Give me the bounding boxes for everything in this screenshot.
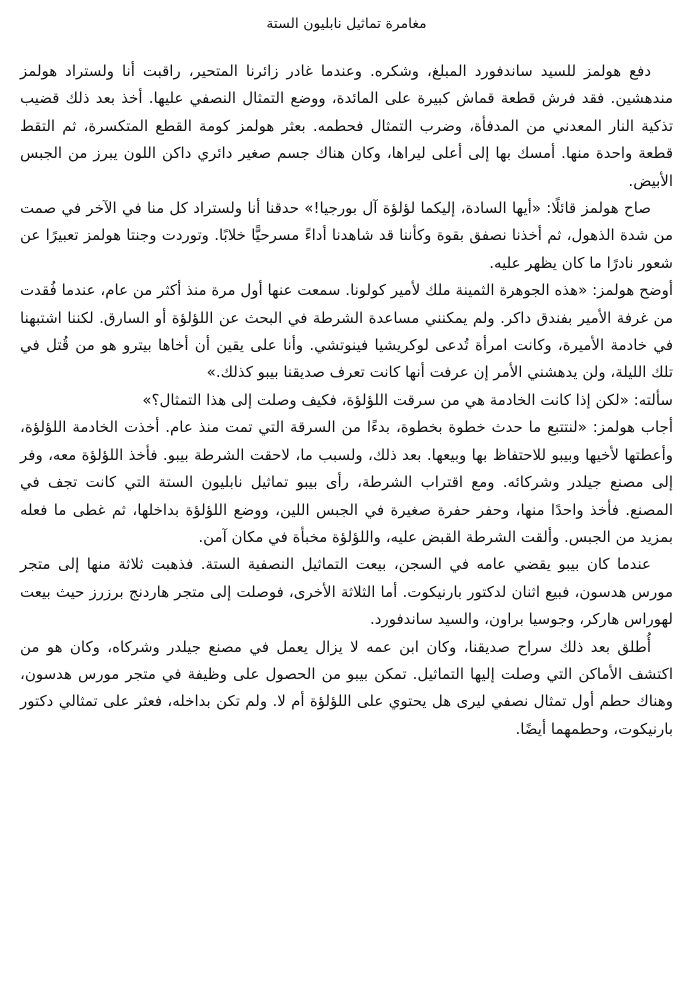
body-text bbox=[20, 58, 673, 743]
paragraph-1: دفع هولمز للسيد ساندفورد المبلغ، وشكره. وعندما غادر زائرنا المتحير، راقبت أنا ولستراد هولمز مندهشين. فقد فرش قطعة قماش كبيرة على المائدة، ووضع التمثال النصفي عليها. أخذ بعد ذلك قضيب تذكية النار المعدني من المدفأة، وضرب التمثال فحطمه. بعثر هولمز كومة القطع المتكسرة، ثم التقط قطعة واحدة منها. أمسك بها إلى أعلى ليراها، وكان هناك جسم صغير دائري داكن اللون يبرز من الجبس الأبيض. bbox=[20, 62, 673, 190]
paragraph-6: عندما كان بيبو يقضي عامه في السجن، بيعت التماثيل النصفية الستة. فذهبت ثلاثة منها إلى متجر مورس هدسون، فبيع اثنان لدكتور بارنيكوت. أما الثلاثة الأخرى، فوصلت إلى متجر هاردنج برزرز حيث بيعت لهوراس هاركر، وجوسيا براون، والسيد ساندفورد. bbox=[20, 555, 673, 629]
running-header: مغامرة تماثيل نابليون الستة bbox=[266, 16, 427, 32]
paragraph-3: أوضح هولمز: «هذه الجوهرة الثمينة ملك لأمير كولونا. سمعت عنها أول مرة منذ أكثر من عام، عندما فُقدت من غرفة الأمير بفندق داكر. ولم يمكنني مساعدة الشرطة في البحث عن اللؤلؤة أو السارق. لكننا اشتبهنا في خادمة الأميرة، وكانت امرأة تُدعى لوكريشيا فينوتشي. وأنا على يقين أن أخاها بيترو هو من قُتل في تلك الليلة، ولن يدهشني الأمر إن عرفت أنها كانت تعرف صديقنا بيبو كذلك.» bbox=[20, 281, 673, 382]
paragraph-5: أجاب هولمز: «لنتتبع ما حدث خطوة بخطوة، بدءًا من السرقة التي تمت منذ عام. أخذت الخادمة اللؤلؤة، وأعطتها لأخيها وبيبو للاحتفاظ بها وبيعها. بعد ذلك، ولسبب ما، لاحقت الشرطة بيبو. فأخذ اللؤلؤة معه، وفر إلى مصنع جيلدر وشركائه. ومع اقتراب الشرطة، رأى بيبو تماثيل نابليون الستة التي كانت تجف في المصنع. فأخذ واحدًا منها، وحفر حفرة صغيرة في الجبس اللين، ووضع اللؤلؤة بداخلها، ثم غطى ما فعله بمزيد من الجبس. وألقت الشرطة القبض عليه، واللؤلؤة مخبأة في مكان آمن. bbox=[20, 418, 673, 546]
paragraph-2: صاح هولمز قائلًا: «أيها السادة، إليكما لؤلؤة آل بورجيا!» حدقنا أنا ولستراد كل منا في الآخر في صمت من شدة الذهول، ثم أخذنا نصفق بقوة وكأننا قد شاهدنا أداءً مسرحيًّا خلابًا. وتوردت وجنتا هولمز تعبيرًا عن شعور نادرًا ما كان يظهر عليه. bbox=[20, 199, 673, 272]
paragraph-4: سألته: «لكن إذا كانت الخادمة هي من سرقت اللؤلؤة، فكيف وصلت إلى هذا التمثال؟» bbox=[142, 390, 673, 409]
paragraph-7: أُطلق بعد ذلك سراح صديقنا، وكان ابن عمه لا يزال يعمل في مصنع جيلدر وشركاه، وكان هو من اكتشف الأماكن التي وصلت إليها التماثيل. تمكن بيبو من الحصول على وظيفة في متجر مورس هدسون، وهناك حطم أول تمثال نصفي ليرى هل يحتوي على اللؤلؤة أم لا. ولم تكن بداخله، فعثر على تمثالي دكتور بارنيكوت، وحطمهما أيضًا. bbox=[20, 637, 673, 738]
